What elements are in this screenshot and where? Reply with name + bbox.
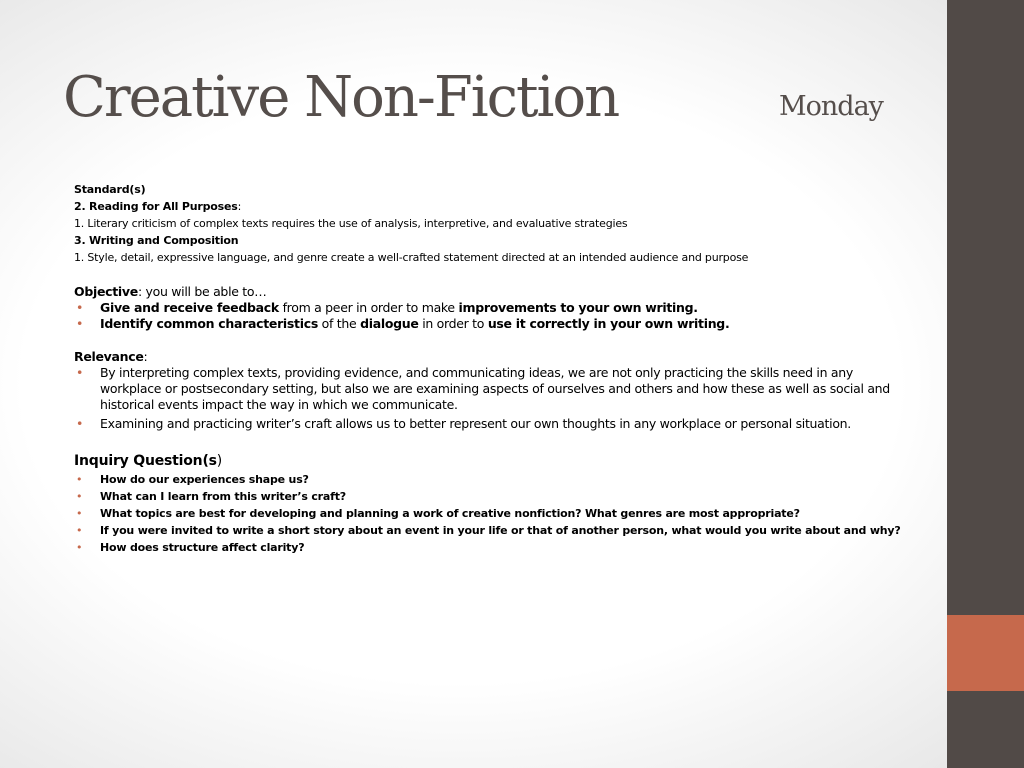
- objective-item: • Give and receive feedback from a peer in order to make improvements to your own writing.: [74, 300, 904, 316]
- slide-day: Monday: [779, 91, 883, 122]
- inquiry-item: • How do our experiences shape us?: [74, 471, 904, 488]
- inquiry-list: [74, 471, 904, 556]
- inquiry-item: • What can I learn from this writer’s craft?: [74, 488, 904, 505]
- slide-body: [74, 181, 904, 556]
- objective-item: • Identify common characteristics of the dialogue in order to use it correctly in your own writing.: [74, 316, 904, 332]
- sidebar-accent-block: [947, 615, 1024, 691]
- standard-reading-heading: 2. Reading for All Purposes:: [74, 200, 242, 213]
- objective-heading: Objective: you will be able to…: [74, 284, 267, 299]
- relevance-list: [74, 365, 904, 432]
- objective-list: [74, 300, 904, 332]
- relevance-item: • By interpreting complex texts, providing evidence, and communicating ideas, we are not only practicing the skills need in any workplace or postsecondary setting, but also we are examining aspects of ourselves and others and how these as well as social and historical events impact the way in which we communicate.: [74, 365, 904, 416]
- inquiry-item: • How does structure affect clarity?: [74, 539, 904, 556]
- standard-reading-item: 1. Literary criticism of complex texts requires the use of analysis, interpretive, and evaluative strategies: [74, 217, 628, 230]
- inquiry-heading: Inquiry Question(s): [74, 453, 223, 469]
- relevance-item: • Examining and practicing writer’s craft allows us to better represent our own thoughts in any workplace or personal situation.: [74, 416, 904, 432]
- standard-writing-item: 1. Style, detail, expressive language, and genre create a well-crafted statement directed at an intended audience and purpose: [74, 251, 749, 264]
- standards-heading: Standard(s): [74, 183, 146, 196]
- inquiry-item: • What topics are best for developing and planning a work of creative nonfiction? What genres are most appropriate?: [74, 505, 904, 522]
- inquiry-item: • If you were invited to write a short story about an event in your life or that of another person, what would you write about and why?: [74, 522, 904, 539]
- relevance-heading: Relevance:: [74, 349, 148, 364]
- slide-title: Creative Non-Fiction: [63, 65, 619, 130]
- standard-writing-heading: 3. Writing and Composition: [74, 234, 239, 247]
